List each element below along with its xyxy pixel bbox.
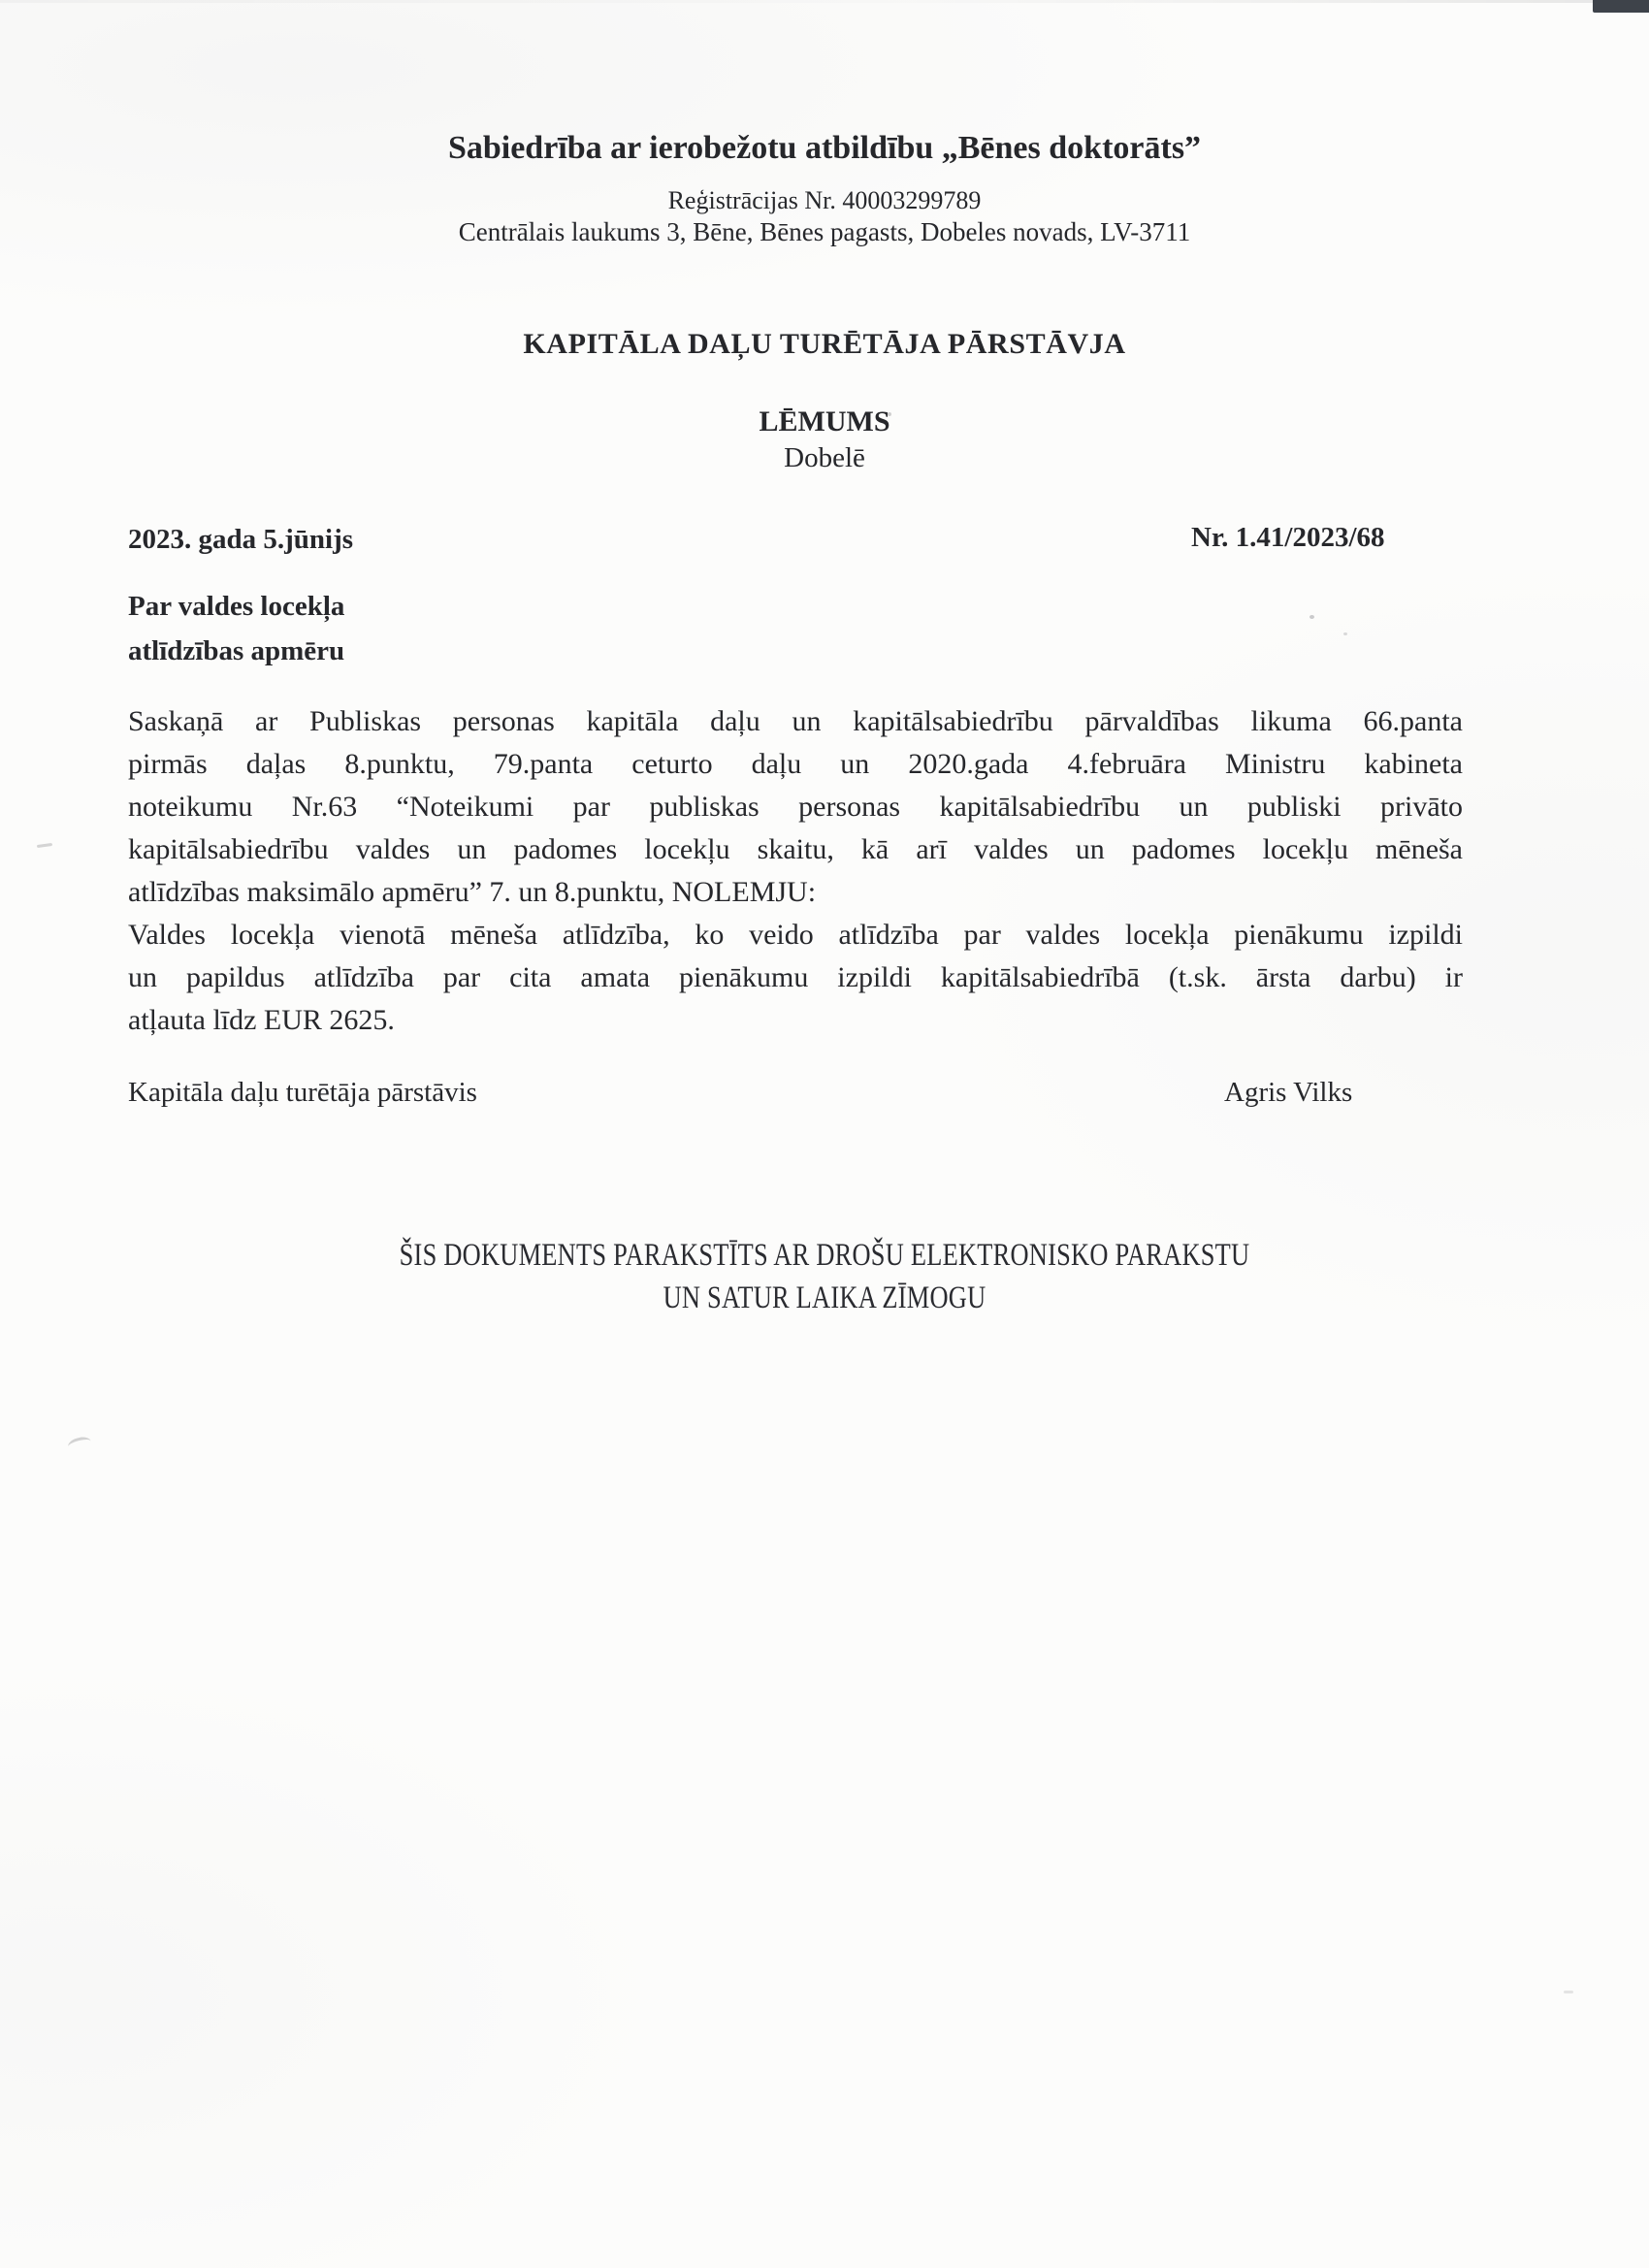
subject-line-1: Par valdes locekļa bbox=[128, 591, 345, 622]
document-number: Nr. 1.41/2023/68 bbox=[1191, 522, 1385, 553]
scan-speck bbox=[37, 843, 52, 848]
document-type-title: LĒMUMS bbox=[759, 405, 890, 437]
scan-artifact-corner bbox=[1593, 0, 1649, 13]
body-line: atlīdzības maksimālo apmēru” 7. un 8.punktu, NOLEMJU: bbox=[128, 876, 817, 908]
company-address: Centrālais laukums 3, Bēne, Bēnes pagasts, Dobeles novads, LV-3711 bbox=[458, 217, 1191, 246]
document-date: 2023. gada 5.jūnijs bbox=[128, 524, 354, 555]
body-line: un papildus atlīdzība par cita amata pienākumu izpildi kapitālsabiedrībā (t.sk. ārsta darbu) ir bbox=[128, 961, 1463, 993]
signature-name: Agris Vilks bbox=[1224, 1077, 1353, 1108]
subject-line-2: atlīdzības apmēru bbox=[128, 635, 345, 666]
body-line: kapitālsabiedrību valdes un padomes locekļu skaitu, kā arī valdes un padomes locekļu mēneša bbox=[128, 833, 1463, 865]
signature-role: Kapitāla daļu turētāja pārstāvis bbox=[128, 1077, 477, 1108]
subject-block bbox=[128, 584, 344, 673]
body-line: noteikumu Nr.63 “Noteikumi par publiskas personas kapitālsabiedrību un publiski privāto bbox=[128, 791, 1463, 823]
scan-edge-shadow bbox=[0, 0, 1649, 3]
body-line: atļauta līdz EUR 2625. bbox=[128, 1004, 395, 1036]
body-text bbox=[128, 700, 1463, 1042]
scan-speck bbox=[1343, 632, 1347, 635]
scan-speck bbox=[1564, 1991, 1573, 1993]
scan-speck bbox=[67, 1435, 92, 1452]
company-name: Sabiedrība ar ierobežotu atbildību „Bēnes doktorāts” bbox=[447, 130, 1202, 166]
document-place: Dobelē bbox=[784, 442, 865, 473]
esignature-statement bbox=[5, 1234, 1644, 1319]
esignature-line-1: ŠIS DOKUMENTS PARAKSTĪTS AR DROŠU ELEKTRONISKO PARAKSTU bbox=[399, 1238, 1250, 1273]
body-line: pirmās daļas 8.punktu, 79.panta ceturto daļu un 2020.gada 4.februāra Ministru kabineta bbox=[128, 748, 1463, 780]
company-registration: Reģistrācijas Nr. 40003299789 bbox=[667, 186, 982, 214]
body-line: Valdes locekļa vienotā mēneša atlīdzība, ko veido atlīdzība par valdes locekļa pienākumu izpildi bbox=[128, 919, 1463, 951]
esignature-line-2: UN SATUR LAIKA ZĪMOGU bbox=[663, 1280, 986, 1315]
document-heading: KAPITĀLA DAĻU TURĒTĀJA PĀRSTĀVJA bbox=[523, 328, 1126, 360]
body-line: Saskaņā ar Publiskas personas kapitāla daļu un kapitālsabiedrību pārvaldības likuma 66.panta bbox=[128, 705, 1463, 737]
scan-speck bbox=[1310, 615, 1314, 619]
